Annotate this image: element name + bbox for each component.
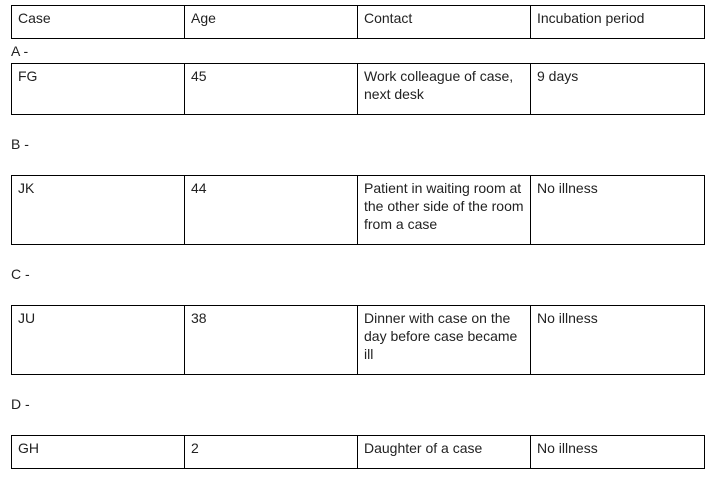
age-cell: 44 xyxy=(185,176,358,245)
header-incubation: Incubation period xyxy=(531,6,705,39)
case-table-a xyxy=(11,63,705,115)
case-table-b xyxy=(11,175,705,245)
header-row xyxy=(12,6,705,39)
case-cell: JK xyxy=(12,176,185,245)
incubation-cell: 9 days xyxy=(531,64,705,115)
contact-cell: Work colleague of case, next desk xyxy=(358,64,531,115)
table-row xyxy=(12,64,705,115)
contact-cell: Dinner with case on the day before case became ill xyxy=(358,306,531,375)
incubation-cell: No illness xyxy=(531,176,705,245)
case-table-d xyxy=(11,435,705,469)
group-label-c: C - xyxy=(11,266,30,282)
case-cell: GH xyxy=(12,436,185,469)
case-cell: JU xyxy=(12,306,185,375)
table-row xyxy=(12,176,705,245)
incubation-cell: No illness xyxy=(531,436,705,469)
table-row xyxy=(12,306,705,375)
group-label-b: B - xyxy=(11,136,29,152)
age-cell: 2 xyxy=(185,436,358,469)
age-cell: 38 xyxy=(185,306,358,375)
contact-cell: Daughter of a case xyxy=(358,436,531,469)
age-cell: 45 xyxy=(185,64,358,115)
header-contact: Contact xyxy=(358,6,531,39)
group-label-d: D - xyxy=(11,396,30,412)
header-case: Case xyxy=(12,6,185,39)
table-row xyxy=(12,436,705,469)
case-table-c xyxy=(11,305,705,375)
incubation-cell: No illness xyxy=(531,306,705,375)
case-cell: FG xyxy=(12,64,185,115)
header-table xyxy=(11,5,705,39)
group-label-a: A - xyxy=(11,43,29,59)
header-age: Age xyxy=(185,6,358,39)
contact-cell: Patient in waiting room at the other side of the room from a case xyxy=(358,176,531,245)
